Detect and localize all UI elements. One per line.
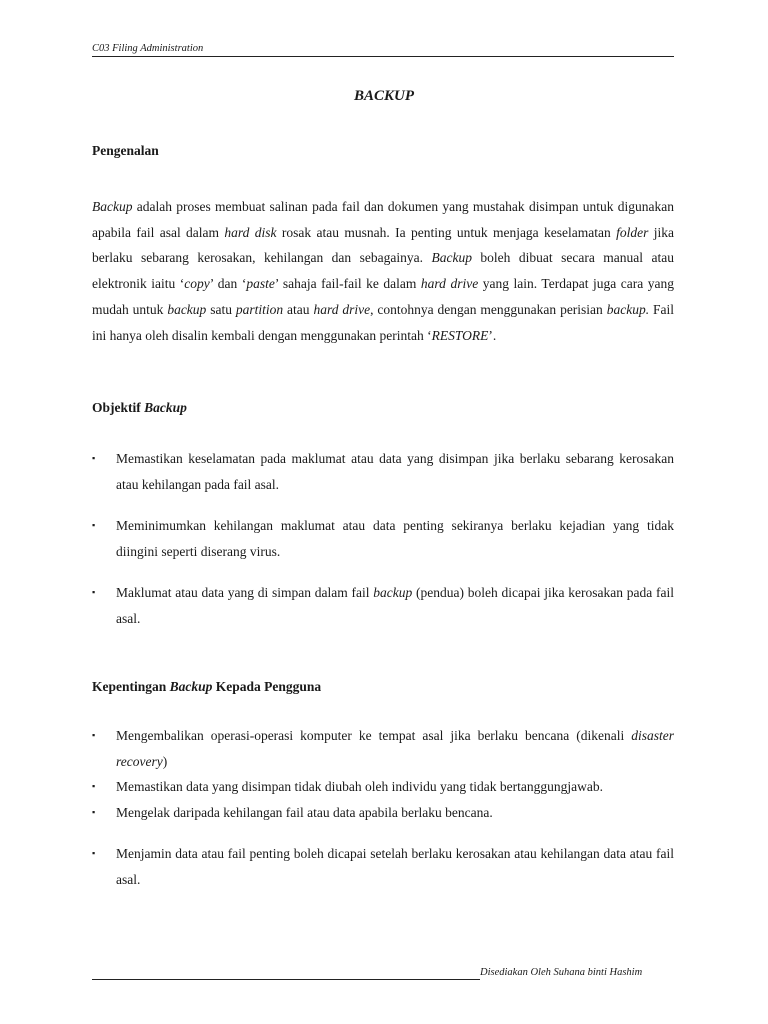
intro-paragraph: Backup adalah proses membuat salinan pada fail dan dokumen yang mustahak disimpan untuk digunakan apabila fail asal dalam hard disk rosak atau musnah. Ia penting untuk menjaga keselamatan folder jika berlaku sebarang kerosakan, kehilangan dan sebagainya. Backup boleh dibuat secara manual atau elektronik iaitu ‘copy’ dan ‘paste’ sahaja fail-fail ke dalam hard drive yang lain. Terdapat juga cara yang mudah untuk backup satu partition atau hard drive, contohnya dengan menggunakan perisian backup. Fail ini hanya oleh disalin kembali dengan menggunakan perintah ‘RESTORE’. [92,199,675,343]
heading-pengenalan: Pengenalan [92,143,159,158]
list-item-text: Memastikan data yang disimpan tidak diubah oleh individu yang tidak bertanggungjawab. [116,779,604,794]
list-item [92,513,674,564]
heading-kepentingan [92,678,321,696]
header-text: C03 Filing Administration [92,43,204,54]
heading-kepentingan-suffix: Kepada Pengguna [212,679,322,694]
kepentingan-list [92,723,674,892]
bullet-icon: ▪ [92,587,96,597]
list-item-text: Menjamin data atau fail penting boleh dicapai setelah berlaku kerosakan atau kehilangan data atau fail asal. [116,846,674,887]
heading-objektif-prefix: Objektif [92,400,145,415]
list-item [92,841,674,892]
heading-objektif-italic: Backup [144,400,187,415]
bullet-icon: ▪ [92,453,96,463]
list-item-text: Memastikan keselamatan pada maklumat atau data yang disimpan jika berlaku sebarang kerosakan atau kehilangan pada fail asal. [116,451,674,492]
objektif-list [92,446,674,631]
heading-objektif [92,399,187,417]
page-header [92,42,674,57]
bullet-icon: ▪ [92,520,96,530]
heading-kepentingan-prefix: Kepentingan [92,679,170,694]
page-title: BACKUP [353,88,414,104]
bullet-icon: ▪ [92,781,96,791]
list-item [92,774,674,800]
list-item [92,446,674,497]
page-footer [92,966,674,980]
bullet-icon: ▪ [92,730,96,740]
bullet-icon: ▪ [92,848,96,858]
bullet-icon: ▪ [92,806,96,817]
list-item [92,723,674,774]
list-item [92,580,674,631]
footer-rule [92,979,480,980]
footer-text: Disediakan Oleh Suhana binti Hashim [480,967,643,978]
list-item-text: Mengelak daripada kehilangan fail atau data apabila berlaku bencana. [116,804,493,820]
list-item-text: Mengembalikan operasi-operasi komputer ke tempat asal jika berlaku bencana (dikenali disaster recovery) [116,728,674,769]
list-item [92,800,674,826]
list-item-text: Meminimumkan kehilangan maklumat atau data penting sekiranya berlaku kejadian yang tidak diingini seperti diserang virus. [116,518,674,559]
heading-kepentingan-italic: Backup [169,679,213,694]
list-item-text: Maklumat atau data yang di simpan dalam fail backup (pendua) boleh dicapai jika kerosakan pada fail asal. [116,585,674,626]
